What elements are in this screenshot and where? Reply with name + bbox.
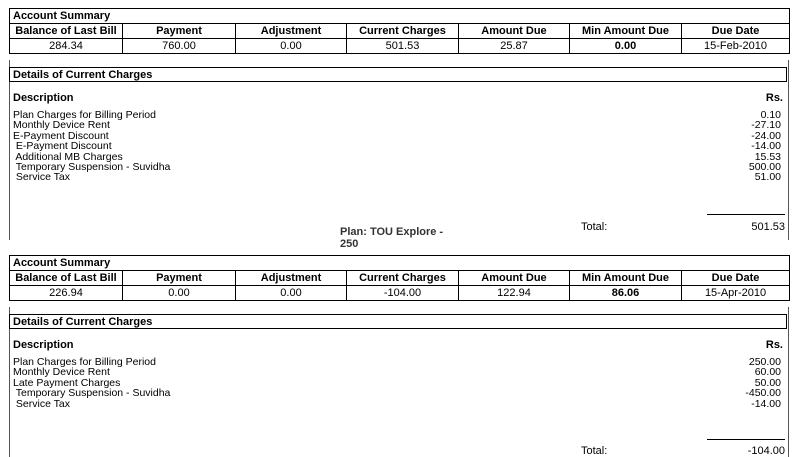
charge-label: Service Tax (13, 397, 70, 410)
charge-line (13, 110, 783, 120)
charge-label: Plan Charges for Billing Period (13, 356, 156, 368)
header-due-date: Due Date (682, 271, 790, 286)
total-value: -104.00 (747, 445, 785, 457)
charge-amount: -14.00 (751, 140, 781, 153)
charge-amount: -24.00 (751, 129, 781, 142)
charge-label: E-Payment Discount (13, 129, 109, 142)
total-rule (707, 439, 785, 440)
charge-line (13, 162, 783, 172)
charge-label: Additional MB Charges (13, 150, 123, 163)
charge-amount: 250.00 (748, 356, 781, 368)
charge-amount: 500.00 (748, 160, 781, 173)
description-label: Description (13, 92, 74, 104)
charge-label: Monthly Device Rent (13, 366, 110, 379)
value-adjustment: 0.00 (236, 39, 347, 54)
header-current-charges: Current Charges (347, 271, 459, 286)
summary-header-row (10, 24, 790, 39)
charge-label: Plan Charges for Billing Period (13, 109, 156, 121)
account-summary-table (9, 8, 790, 54)
total-label: Total: (581, 445, 608, 457)
charge-lines (13, 357, 783, 409)
charge-line (13, 120, 783, 130)
description-label: Description (13, 339, 74, 351)
charge-label: Service Tax (13, 171, 70, 184)
summary-value-row (10, 39, 790, 54)
charge-label: Monthly Device Rent (13, 119, 110, 132)
charge-amount: -27.10 (751, 119, 781, 132)
header-due-date: Due Date (682, 24, 790, 39)
charge-label: Late Payment Charges (13, 376, 121, 389)
header-amount-due: Amount Due (459, 24, 570, 39)
account-summary-title: Account Summary (10, 256, 790, 271)
charge-line (13, 399, 783, 409)
header-min-amount-due: Min Amount Due (570, 271, 682, 286)
summary-value-row (10, 286, 790, 301)
value-balance-last-bill: 226.94 (10, 286, 123, 301)
value-amount-due: 25.87 (459, 39, 570, 54)
total-label: Total: (581, 221, 608, 233)
value-min-amount-due: 0.00 (570, 39, 682, 54)
account-summary-title: Account Summary (10, 9, 790, 24)
charge-label: Temporary Suspension - Suvidha (13, 160, 171, 173)
value-balance-last-bill: 284.34 (10, 39, 123, 54)
value-adjustment: 0.00 (236, 286, 347, 301)
charge-amount: 50.00 (754, 376, 781, 389)
total-rule (707, 214, 785, 215)
charge-line (13, 141, 783, 151)
charge-amount: 60.00 (754, 366, 781, 379)
value-min-amount-due: 86.06 (570, 286, 682, 301)
value-due-date: 15-Apr-2010 (682, 286, 790, 301)
charge-lines (13, 110, 783, 183)
value-due-date: 15-Feb-2010 (682, 39, 790, 54)
header-adjustment: Adjustment (236, 24, 347, 39)
header-current-charges: Current Charges (347, 24, 459, 39)
charge-amount: -450.00 (745, 387, 781, 400)
currency-label: Rs. (765, 339, 783, 351)
charge-label: Temporary Suspension - Suvidha (13, 387, 171, 400)
header-payment: Payment (123, 24, 236, 39)
value-current-charges: 501.53 (347, 39, 459, 54)
charge-amount: 0.10 (760, 109, 781, 121)
header-min-amount-due: Min Amount Due (570, 24, 682, 39)
charge-line (13, 367, 783, 377)
charge-line (13, 388, 783, 398)
bill-1 (9, 8, 789, 233)
charge-amount: 51.00 (754, 171, 781, 184)
charge-line (13, 357, 783, 367)
account-summary-table (9, 255, 790, 301)
details-title: Details of Current Charges (9, 67, 787, 82)
header-balance-last-bill: Balance of Last Bill (10, 271, 123, 286)
header-amount-due: Amount Due (459, 271, 570, 286)
charge-label: E-Payment Discount (13, 140, 112, 153)
header-payment: Payment (123, 271, 236, 286)
value-current-charges: -104.00 (347, 286, 459, 301)
value-amount-due: 122.94 (459, 286, 570, 301)
cut-off-plan-text: Plan: TOU Explore - 250 (340, 226, 444, 250)
charge-amount: -14.00 (751, 397, 781, 410)
charge-line (13, 172, 783, 182)
currency-label: Rs. (765, 92, 783, 104)
charge-amount: 15.53 (754, 150, 781, 163)
value-payment: 760.00 (123, 39, 236, 54)
charge-line (13, 131, 783, 141)
details-title: Details of Current Charges (9, 314, 787, 329)
total-value: 501.53 (751, 221, 785, 233)
header-balance-last-bill: Balance of Last Bill (10, 24, 123, 39)
summary-header-row (10, 271, 790, 286)
value-payment: 0.00 (123, 286, 236, 301)
bill-2 (9, 255, 789, 457)
header-adjustment: Adjustment (236, 271, 347, 286)
